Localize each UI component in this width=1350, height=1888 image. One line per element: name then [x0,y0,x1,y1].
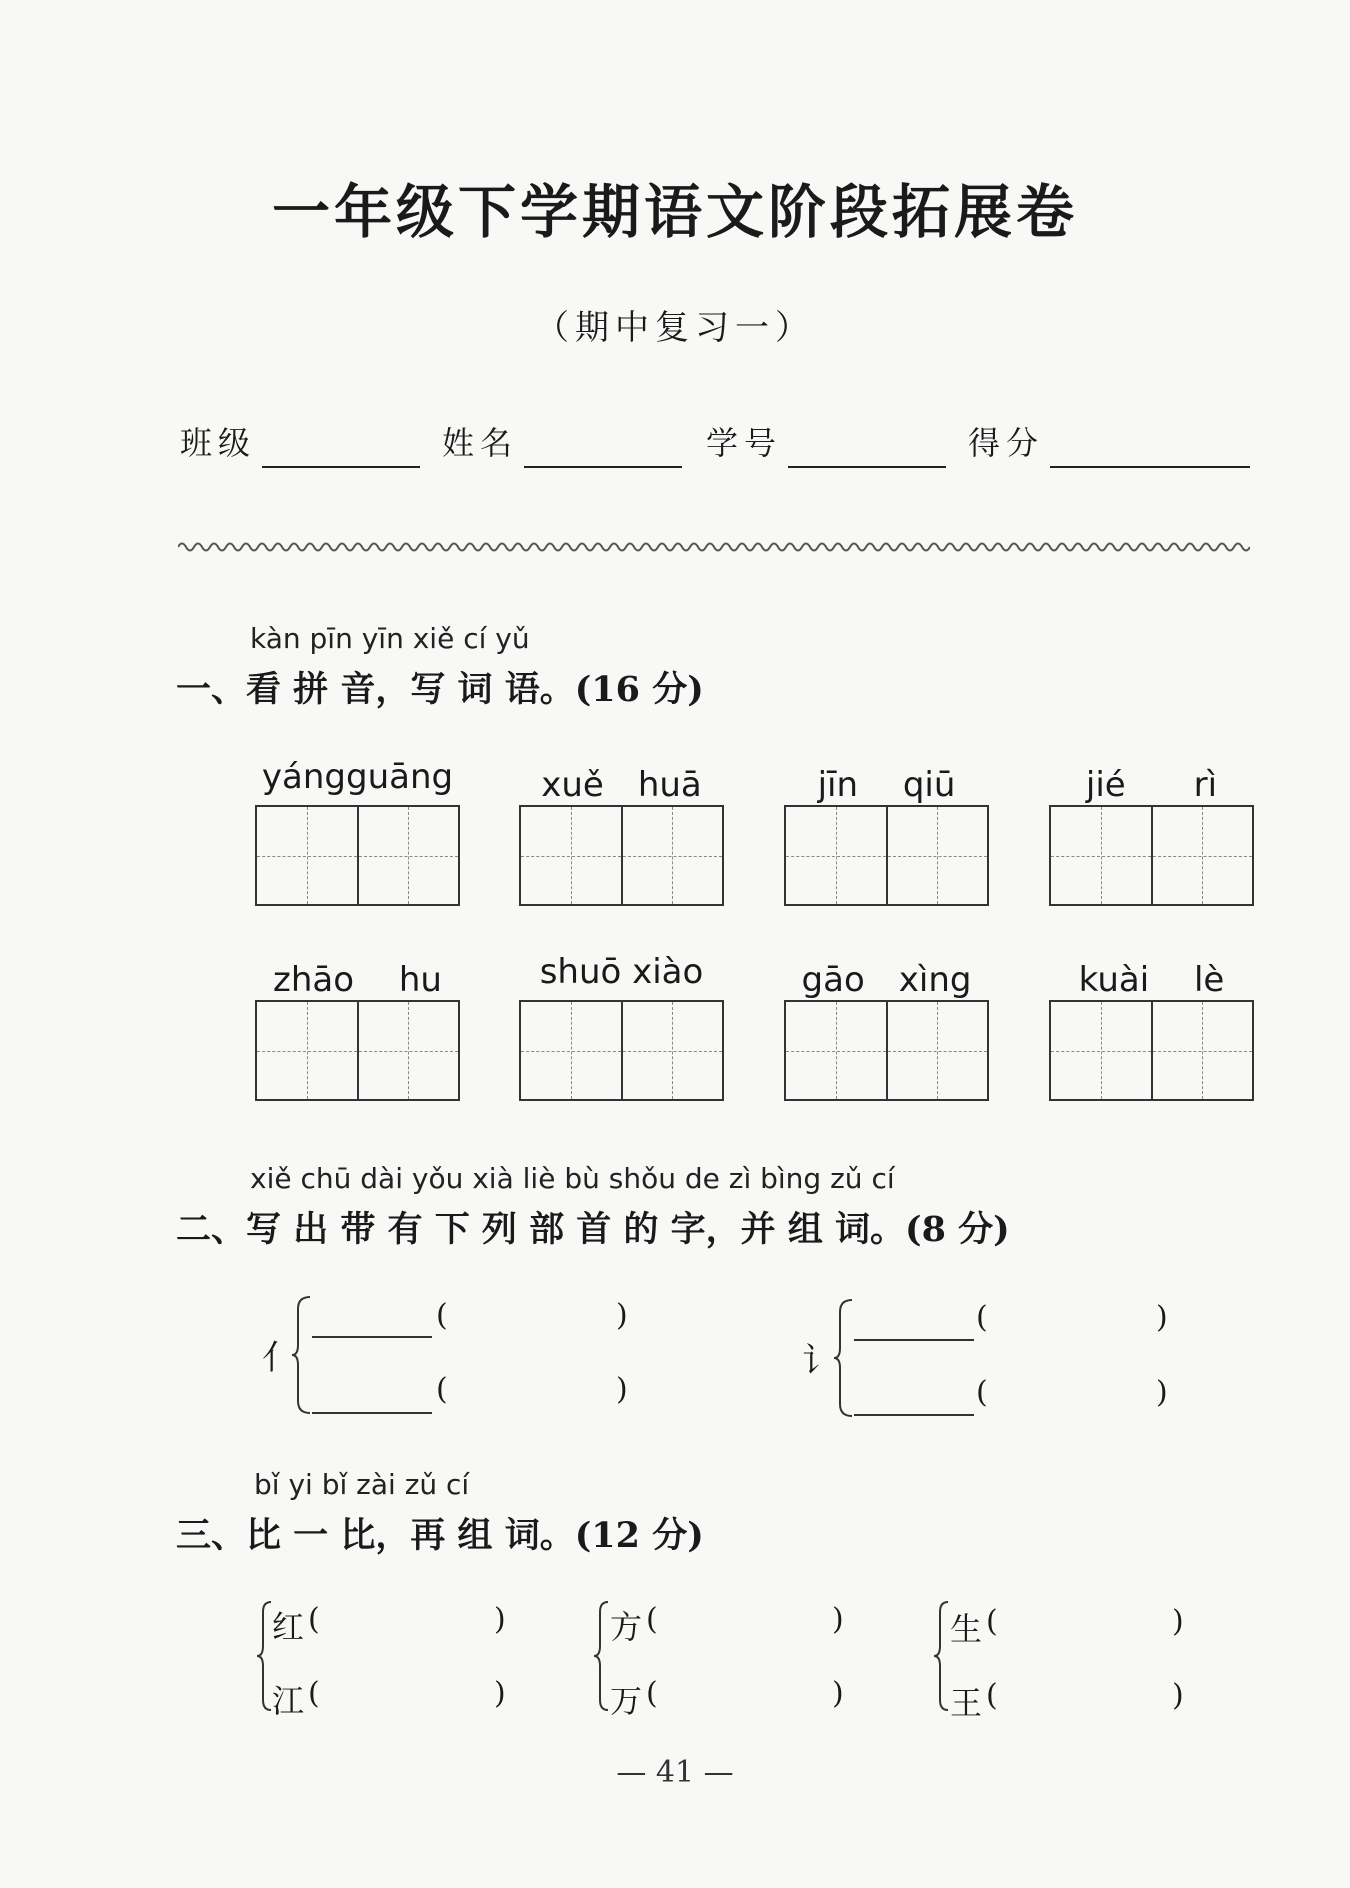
score-field[interactable] [1050,466,1250,468]
writing-grid[interactable] [519,1000,724,1101]
compare-char: 方 [610,1608,643,1646]
score-label: 得分 [968,424,1045,462]
grid-pinyin: xuě huā [541,765,702,805]
paren-close: ) [832,1676,844,1711]
answer-blank[interactable] [854,1414,974,1416]
answer-blank[interactable] [854,1339,974,1341]
paren-close: ) [1156,1375,1168,1410]
q2-title: 二、写 出 带 有 下 列 部 首 的 字，并 组 词。(8 分) [176,1209,1010,1250]
grid-pinyin: jīn qiū [817,765,956,805]
paren-open: ( [986,1604,998,1639]
paren-open: ( [976,1375,988,1410]
compare-char: 红 [272,1608,305,1646]
grid-pinyin: jié rì [1085,765,1218,805]
radical-char: 亻 [262,1338,296,1378]
q2-pinyin: xiě chū dài yǒu xià liè bù shǒu de zì bìng zǔ cí [250,1162,895,1195]
writing-grid[interactable] [255,1000,460,1101]
grid-pinyin: shuō xiào [539,952,704,992]
wavy-divider [178,538,1250,556]
q1-title: 一、看 拼 音，写 词 语。(16 分) [176,669,704,710]
paren-close: ) [494,1676,506,1711]
paren-open: ( [646,1676,658,1711]
paren-open: ( [308,1602,320,1637]
writing-grid[interactable] [1049,805,1254,906]
page-number: — 41 — [616,1755,734,1790]
page-subtitle: （期中复习一） [535,308,815,348]
paren-close: ) [1172,1678,1184,1713]
compare-char: 王 [950,1684,983,1722]
paren-open: ( [986,1678,998,1713]
writing-grid[interactable] [784,805,989,906]
q3-title: 三、比 一 比，再 组 词。(12 分) [176,1515,704,1556]
class-label: 班级 [180,424,257,462]
writing-grid[interactable] [784,1000,989,1101]
brace-icon [290,1295,314,1415]
student-info-row [0,418,1350,478]
name-field[interactable] [524,466,682,468]
paren-open: ( [976,1300,988,1335]
paren-close: ) [832,1602,844,1637]
writing-grid[interactable] [1049,1000,1254,1101]
paren-open: ( [436,1298,448,1333]
writing-grid[interactable] [519,805,724,906]
grid-pinyin: gāo xìng [801,960,972,1000]
grid-pinyin: zhāo hu [273,960,442,1000]
compare-char: 生 [950,1610,983,1648]
q3-pinyin: bǐ yi bǐ zài zǔ cí [254,1468,470,1501]
compare-char: 江 [272,1682,305,1720]
paren-close: ) [616,1372,628,1407]
page-title: 一年级下学期语文阶段拓展卷 [271,178,1078,246]
writing-grid[interactable] [255,805,460,906]
paren-close: ) [616,1298,628,1333]
compare-char: 万 [610,1682,643,1720]
paren-close: ) [1156,1300,1168,1335]
id-label: 学号 [706,424,783,462]
name-label: 姓名 [442,424,519,462]
brace-icon [932,1600,952,1712]
radical-char: 讠 [802,1341,836,1381]
paren-close: ) [494,1602,506,1637]
brace-icon [832,1298,856,1418]
answer-blank[interactable] [312,1336,432,1338]
grid-pinyin: yángguāng [261,757,454,797]
paren-open: ( [308,1676,320,1711]
paren-close: ) [1172,1604,1184,1639]
q1-pinyin: kàn pīn yīn xiě cí yǔ [250,622,530,655]
id-field[interactable] [788,466,946,468]
class-field[interactable] [262,466,420,468]
answer-blank[interactable] [312,1412,432,1414]
paren-open: ( [646,1602,658,1637]
grid-pinyin: kuài lè [1078,960,1225,1000]
brace-icon [592,1600,612,1712]
paren-open: ( [436,1372,448,1407]
